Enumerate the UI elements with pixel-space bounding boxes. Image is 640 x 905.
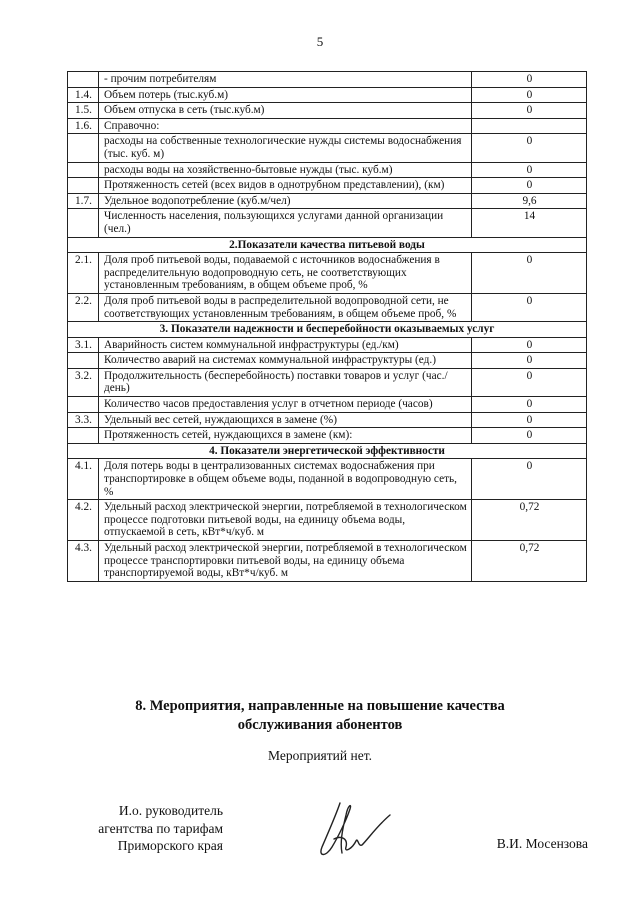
row-value: 0 <box>472 428 587 444</box>
row-label: Доля потерь воды в централизованных системах водоснабжения при транспортировке в общем объеме воды, поданной в водопроводную сеть, % <box>99 459 472 500</box>
row-number <box>68 162 99 178</box>
row-value: 0,72 <box>472 500 587 541</box>
row-number: 1.5. <box>68 103 99 119</box>
table-row <box>68 162 587 178</box>
table-section-row <box>68 237 587 253</box>
table-row <box>68 134 587 162</box>
row-number: 3.3. <box>68 412 99 428</box>
row-label: Протяженность сетей (всех видов в однотрубном представлении), (км) <box>99 178 472 194</box>
row-value: 0,72 <box>472 541 587 582</box>
row-number: 4.3. <box>68 541 99 582</box>
row-number: 1.4. <box>68 87 99 103</box>
row-value: 0 <box>472 103 587 119</box>
row-label: Доля проб питьевой воды в распределительной водопроводной сети, не соответствующих установленным требованиям, в общем объеме проб, % <box>99 293 472 321</box>
row-label: Удельный вес сетей, нуждающихся в замене (%) <box>99 412 472 428</box>
row-label: расходы на собственные технологические нужды системы водоснабжения (тыс. куб. м) <box>99 134 472 162</box>
table-section-row <box>68 443 587 459</box>
row-value: 0 <box>472 293 587 321</box>
table-row <box>68 209 587 237</box>
table-row <box>68 459 587 500</box>
signer-title-line-2: агентства по тарифам <box>98 820 223 836</box>
table-row <box>68 428 587 444</box>
row-number: 3.2. <box>68 368 99 396</box>
row-value: 0 <box>472 162 587 178</box>
table-row <box>68 337 587 353</box>
indicators-table-body <box>68 72 587 582</box>
section-8-heading-line-1: 8. Мероприятия, направленные на повышение качества <box>135 698 505 714</box>
row-value: 0 <box>472 368 587 396</box>
table-row <box>68 500 587 541</box>
row-number: 3.1. <box>68 337 99 353</box>
row-value: 9,6 <box>472 193 587 209</box>
row-number: 2.2. <box>68 293 99 321</box>
table-row <box>68 178 587 194</box>
section-title: 4. Показатели энергетической эффективности <box>68 443 587 459</box>
row-number <box>68 209 99 237</box>
row-number: 4.1. <box>68 459 99 500</box>
table-section-row <box>68 322 587 338</box>
row-label: Доля проб питьевой воды, подаваемой с источников водоснабжения в распределительную водопроводную сеть, не соответствующих установленным требованиям, в общем объеме проб, % <box>99 253 472 294</box>
row-number <box>68 397 99 413</box>
row-label: Протяженность сетей, нуждающихся в замене (км): <box>99 428 472 444</box>
row-value: 0 <box>472 134 587 162</box>
row-value: 0 <box>472 459 587 500</box>
row-number <box>68 353 99 369</box>
row-value: 0 <box>472 72 587 88</box>
signer-title <box>78 802 223 855</box>
row-label: Удельное водопотребление (куб.м/чел) <box>99 193 472 209</box>
table-row <box>68 103 587 119</box>
row-value: 0 <box>472 87 587 103</box>
table-row <box>68 118 587 134</box>
row-label: Аварийность систем коммунальной инфраструктуры (ед./км) <box>99 337 472 353</box>
row-number: 1.6. <box>68 118 99 134</box>
table-row <box>68 397 587 413</box>
signer-name: В.И. Мосензова <box>496 836 588 851</box>
row-value <box>472 118 587 134</box>
table-row <box>68 541 587 582</box>
row-number <box>68 178 99 194</box>
row-value: 0 <box>472 353 587 369</box>
row-value: 0 <box>472 337 587 353</box>
row-label: Количество аварий на системах коммунальной инфраструктуры (ед.) <box>99 353 472 369</box>
indicators-table <box>67 71 587 582</box>
row-value: 0 <box>472 412 587 428</box>
table-row <box>68 253 587 294</box>
section-title: 2.Показатели качества питьевой воды <box>68 237 587 253</box>
signer-title-line-3: Приморского края <box>117 838 223 853</box>
row-number: 4.2. <box>68 500 99 541</box>
row-label: Продолжительность (бесперебойность) поставки товаров и услуг (час./день) <box>99 368 472 396</box>
row-value: 0 <box>472 253 587 294</box>
measures-note: Мероприятий нет. <box>268 748 372 763</box>
row-value: 0 <box>472 178 587 194</box>
handwritten-signature <box>312 795 392 865</box>
row-label: Объем отпуска в сеть (тыс.куб.м) <box>99 103 472 119</box>
page-number: 5 <box>316 34 324 49</box>
signer-title-line-1: И.о. руководитель <box>118 803 223 818</box>
table-row <box>68 412 587 428</box>
row-label: Количество часов предоставления услуг в отчетном периоде (часов) <box>99 397 472 413</box>
table-row <box>68 193 587 209</box>
row-label: Справочно: <box>99 118 472 134</box>
section-8-heading-line-2: обслуживания абонентов <box>237 717 403 733</box>
row-number <box>68 428 99 444</box>
table-row <box>68 72 587 88</box>
row-label: - прочим потребителям <box>99 72 472 88</box>
section-title: 3. Показатели надежности и бесперебойности оказываемых услуг <box>68 322 587 338</box>
table-row <box>68 368 587 396</box>
table-row <box>68 353 587 369</box>
table-row <box>68 293 587 321</box>
table-row <box>68 87 587 103</box>
row-label: Удельный расход электрической энергии, потребляемой в технологическом процессе подготовки питьевой воды, на единицу объема воды, отпускаемой в сеть, кВт*ч/куб. м <box>99 500 472 541</box>
row-value: 14 <box>472 209 587 237</box>
row-label: Объем потерь (тыс.куб.м) <box>99 87 472 103</box>
row-label: расходы воды на хозяйственно-бытовые нужды (тыс. куб.м) <box>99 162 472 178</box>
row-number: 2.1. <box>68 253 99 294</box>
section-8-heading <box>0 697 640 735</box>
row-value: 0 <box>472 397 587 413</box>
row-label: Удельный расход электрической энергии, потребляемой в технологическом процессе транспортировки питьевой воды, на единицу объема транспортируемой воды, кВт*ч/куб. м <box>99 541 472 582</box>
row-number <box>68 134 99 162</box>
row-number: 1.7. <box>68 193 99 209</box>
row-label: Численность населения, пользующихся услугами данной организации (чел.) <box>99 209 472 237</box>
row-number <box>68 72 99 88</box>
